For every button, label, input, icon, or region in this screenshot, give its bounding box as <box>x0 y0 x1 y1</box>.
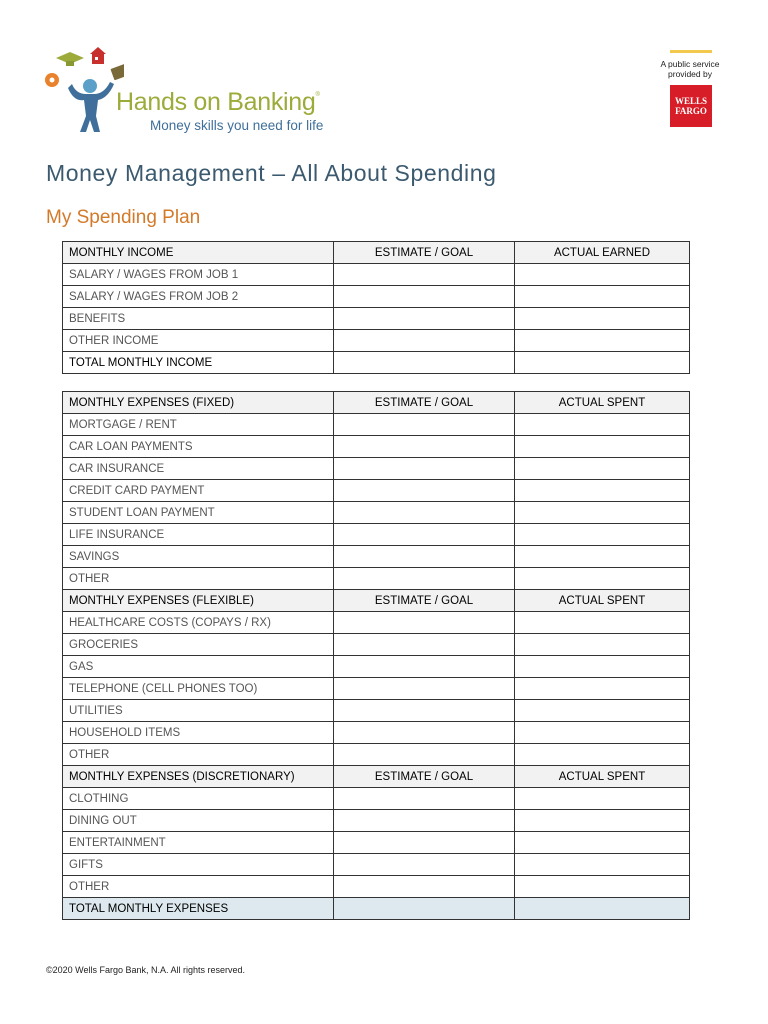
table-row <box>63 656 690 678</box>
table-row <box>63 700 690 722</box>
estimate-goal-cell[interactable] <box>334 744 515 766</box>
table-row <box>63 634 690 656</box>
estimate-goal-cell[interactable] <box>334 480 515 502</box>
column-header: ESTIMATE / GOAL <box>334 392 515 414</box>
column-header: ESTIMATE / GOAL <box>334 590 515 612</box>
row-label: LIFE INSURANCE <box>63 524 334 546</box>
table-row <box>63 678 690 700</box>
estimate-goal-cell[interactable] <box>334 286 515 308</box>
table-header-row <box>63 590 690 612</box>
estimate-goal-cell[interactable] <box>334 876 515 898</box>
actual-cell[interactable] <box>515 876 690 898</box>
wells-fargo-logo-text: WELLS FARGO <box>674 96 707 116</box>
actual-cell[interactable] <box>515 330 690 352</box>
estimate-goal-cell[interactable] <box>334 458 515 480</box>
column-header: MONTHLY INCOME <box>63 242 334 264</box>
estimate-goal-cell[interactable] <box>334 568 515 590</box>
actual-cell[interactable] <box>515 810 690 832</box>
row-label: MORTGAGE / RENT <box>63 414 334 436</box>
table-header-row <box>63 766 690 788</box>
actual-cell[interactable] <box>515 854 690 876</box>
column-header: ACTUAL SPENT <box>515 766 690 788</box>
column-header: MONTHLY EXPENSES (FIXED) <box>63 392 334 414</box>
row-label: CLOTHING <box>63 788 334 810</box>
actual-cell[interactable] <box>515 612 690 634</box>
estimate-goal-cell[interactable] <box>334 546 515 568</box>
actual-cell[interactable] <box>515 264 690 286</box>
column-header: ACTUAL SPENT <box>515 590 690 612</box>
person-juggling-icon <box>44 44 124 136</box>
brand-name: Hands on Banking® <box>116 88 320 116</box>
estimate-goal-cell[interactable] <box>334 612 515 634</box>
actual-cell[interactable] <box>515 414 690 436</box>
table-row <box>63 524 690 546</box>
actual-cell[interactable] <box>515 524 690 546</box>
hands-on-banking-logo <box>44 44 354 136</box>
estimate-goal-cell[interactable] <box>334 656 515 678</box>
actual-cell[interactable] <box>515 436 690 458</box>
row-label: OTHER <box>63 876 334 898</box>
row-label: TOTAL MONTHLY EXPENSES <box>63 898 334 920</box>
row-label: GROCERIES <box>63 634 334 656</box>
row-label: GAS <box>63 656 334 678</box>
estimate-goal-cell[interactable] <box>334 502 515 524</box>
row-label: GIFTS <box>63 854 334 876</box>
actual-cell[interactable] <box>515 286 690 308</box>
actual-cell[interactable] <box>515 744 690 766</box>
table-row <box>63 264 690 286</box>
row-label: CAR LOAN PAYMENTS <box>63 436 334 458</box>
table-row <box>63 744 690 766</box>
row-label: UTILITIES <box>63 700 334 722</box>
column-header: ESTIMATE / GOAL <box>334 242 515 264</box>
total-expenses-row <box>63 898 690 920</box>
estimate-goal-cell[interactable] <box>334 352 515 374</box>
row-label: HOUSEHOLD ITEMS <box>63 722 334 744</box>
table-row <box>63 414 690 436</box>
section-title: My Spending Plan <box>46 207 201 228</box>
table-row <box>63 810 690 832</box>
row-label: STUDENT LOAN PAYMENT <box>63 502 334 524</box>
table-row <box>63 788 690 810</box>
estimate-goal-cell[interactable] <box>334 330 515 352</box>
actual-cell[interactable] <box>515 898 690 920</box>
row-label: ENTERTAINMENT <box>63 832 334 854</box>
actual-cell[interactable] <box>515 634 690 656</box>
estimate-goal-cell[interactable] <box>334 854 515 876</box>
row-label: SAVINGS <box>63 546 334 568</box>
actual-cell[interactable] <box>515 308 690 330</box>
sponsor-block <box>652 50 728 127</box>
table-row <box>63 458 690 480</box>
estimate-goal-cell[interactable] <box>334 898 515 920</box>
estimate-goal-cell[interactable] <box>334 524 515 546</box>
expense-table <box>62 391 690 920</box>
estimate-goal-cell[interactable] <box>334 308 515 330</box>
row-label: TELEPHONE (CELL PHONES TOO) <box>63 678 334 700</box>
estimate-goal-cell[interactable] <box>334 700 515 722</box>
row-label: SALARY / WAGES FROM JOB 1 <box>63 264 334 286</box>
actual-cell[interactable] <box>515 656 690 678</box>
table-row <box>63 722 690 744</box>
column-header: ACTUAL EARNED <box>515 242 690 264</box>
actual-cell[interactable] <box>515 568 690 590</box>
estimate-goal-cell[interactable] <box>334 414 515 436</box>
estimate-goal-cell[interactable] <box>334 678 515 700</box>
wells-fargo-logo <box>670 85 712 127</box>
sponsor-accent-bar <box>670 50 712 53</box>
table-row <box>63 832 690 854</box>
estimate-goal-cell[interactable] <box>334 722 515 744</box>
row-label: CREDIT CARD PAYMENT <box>63 480 334 502</box>
actual-cell[interactable] <box>515 678 690 700</box>
row-label: CAR INSURANCE <box>63 458 334 480</box>
column-header: ESTIMATE / GOAL <box>334 766 515 788</box>
brand-tagline: Money skills you need for life <box>150 118 324 133</box>
estimate-goal-cell[interactable] <box>334 634 515 656</box>
column-header: MONTHLY EXPENSES (FLEXIBLE) <box>63 590 334 612</box>
table-row <box>63 286 690 308</box>
estimate-goal-cell[interactable] <box>334 810 515 832</box>
copyright-footer: ©2020 Wells Fargo Bank, N.A. All rights reserved. <box>46 965 246 975</box>
table-header-row <box>63 242 690 264</box>
row-label: BENEFITS <box>63 308 334 330</box>
estimate-goal-cell[interactable] <box>334 436 515 458</box>
row-label: DINING OUT <box>63 810 334 832</box>
actual-cell[interactable] <box>515 788 690 810</box>
table-row <box>63 568 690 590</box>
column-header: MONTHLY EXPENSES (DISCRETIONARY) <box>63 766 334 788</box>
actual-cell[interactable] <box>515 352 690 374</box>
actual-cell[interactable] <box>515 458 690 480</box>
total-income-row <box>63 352 690 374</box>
table-row <box>63 612 690 634</box>
estimate-goal-cell[interactable] <box>334 264 515 286</box>
table-header-row <box>63 392 690 414</box>
row-label: TOTAL MONTHLY INCOME <box>63 352 334 374</box>
row-label: HEALTHCARE COSTS (COPAYS / RX) <box>63 612 334 634</box>
row-label: OTHER <box>63 744 334 766</box>
table-row <box>63 330 690 352</box>
actual-cell[interactable] <box>515 832 690 854</box>
actual-cell[interactable] <box>515 502 690 524</box>
row-label: OTHER <box>63 568 334 590</box>
table-row <box>63 546 690 568</box>
table-row <box>63 502 690 524</box>
table-row <box>63 854 690 876</box>
sponsor-text: A public service provided by <box>660 59 720 79</box>
estimate-goal-cell[interactable] <box>334 832 515 854</box>
actual-cell[interactable] <box>515 546 690 568</box>
table-row <box>63 436 690 458</box>
table-row <box>63 480 690 502</box>
column-header: ACTUAL SPENT <box>515 392 690 414</box>
income-table <box>62 241 690 374</box>
actual-cell[interactable] <box>515 722 690 744</box>
row-label: OTHER INCOME <box>63 330 334 352</box>
row-label: SALARY / WAGES FROM JOB 2 <box>63 286 334 308</box>
actual-cell[interactable] <box>515 480 690 502</box>
document-title: Money Management – All About Spending <box>46 160 497 186</box>
table-row <box>63 876 690 898</box>
table-row <box>63 308 690 330</box>
estimate-goal-cell[interactable] <box>334 788 515 810</box>
actual-cell[interactable] <box>515 700 690 722</box>
